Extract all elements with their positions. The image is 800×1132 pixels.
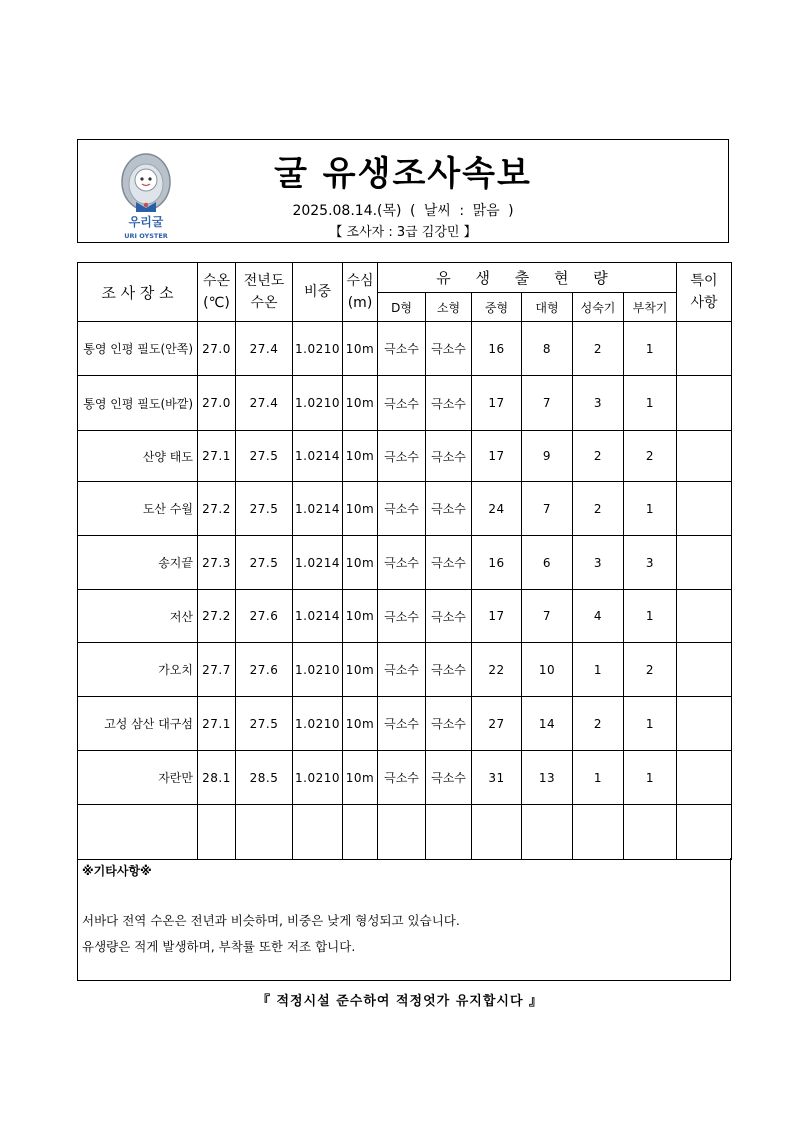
cell-prev-temp (236, 805, 293, 860)
cell-mature: 3 (573, 536, 624, 590)
cell-medium: 24 (472, 482, 522, 536)
cell-remarks (677, 482, 732, 536)
cell-small (426, 805, 472, 860)
header-mature: 성숙기 (573, 293, 624, 322)
cell-gravity: 1.0214 (293, 431, 343, 482)
cell-large: 7 (522, 482, 573, 536)
cell-attach: 1 (624, 697, 677, 751)
cell-medium: 17 (472, 376, 522, 431)
cell-large (522, 805, 573, 860)
cell-mature: 2 (573, 322, 624, 376)
cell-attach: 2 (624, 643, 677, 697)
notes-title: ※기타사항※ (82, 864, 152, 878)
cell-location: 송지끝 (78, 536, 198, 590)
cell-mature: 4 (573, 590, 624, 643)
cell-location: 통영 인평 필도(바깥) (78, 376, 198, 431)
cell-water-temp: 27.1 (198, 431, 236, 482)
cell-d-type (378, 805, 426, 860)
cell-attach: 1 (624, 482, 677, 536)
larvae-survey-table (77, 262, 732, 860)
cell-small: 극소수 (426, 431, 472, 482)
cell-small: 극소수 (426, 590, 472, 643)
weather-sep: : (459, 203, 465, 219)
cell-small: 극소수 (426, 643, 472, 697)
cell-medium (472, 805, 522, 860)
table-row (78, 322, 732, 376)
cell-water-temp: 27.2 (198, 482, 236, 536)
cell-large: 9 (522, 431, 573, 482)
cell-d-type: 극소수 (378, 431, 426, 482)
cell-depth: 10m (343, 751, 378, 805)
cell-remarks (677, 751, 732, 805)
cell-large: 10 (522, 643, 573, 697)
header-water-temp (198, 263, 236, 322)
cell-small: 극소수 (426, 697, 472, 751)
header-depth-unit: (m) (347, 295, 373, 311)
cell-location: 도산 수월 (78, 482, 198, 536)
header-large: 대형 (522, 293, 573, 322)
cell-water-temp: 27.1 (198, 697, 236, 751)
report-date: 2025.08.14.(목) (292, 203, 402, 219)
cell-location: 가오치 (78, 643, 198, 697)
header-water-temp-unit: (℃) (203, 295, 230, 311)
cell-prev-temp: 27.6 (236, 590, 293, 643)
weather-close: ) (508, 203, 514, 219)
cell-small: 극소수 (426, 376, 472, 431)
cell-d-type: 극소수 (378, 751, 426, 805)
cell-location: 통영 인평 필도(안쪽) (78, 322, 198, 376)
header-remarks-label-2: 사항 (690, 295, 718, 311)
cell-remarks (677, 431, 732, 482)
cell-d-type: 극소수 (378, 697, 426, 751)
cell-large: 14 (522, 697, 573, 751)
cell-remarks (677, 376, 732, 431)
surveyor: 【 조사자 : 3급 김강민 】 (329, 225, 477, 240)
header-gravity: 비중 (293, 263, 343, 322)
cell-large: 13 (522, 751, 573, 805)
cell-mature: 2 (573, 431, 624, 482)
cell-medium: 16 (472, 536, 522, 590)
header-d-type: D형 (378, 293, 426, 322)
cell-attach: 1 (624, 590, 677, 643)
cell-gravity: 1.0210 (293, 376, 343, 431)
cell-d-type: 극소수 (378, 322, 426, 376)
cell-depth: 10m (343, 376, 378, 431)
cell-small: 극소수 (426, 751, 472, 805)
cell-small: 극소수 (426, 482, 472, 536)
cell-gravity (293, 805, 343, 860)
cell-location: 저산 (78, 590, 198, 643)
cell-prev-temp: 28.5 (236, 751, 293, 805)
cell-location: 자란만 (78, 751, 198, 805)
cell-gravity: 1.0214 (293, 536, 343, 590)
cell-large: 7 (522, 590, 573, 643)
cell-gravity: 1.0214 (293, 482, 343, 536)
header-prev-temp-label-1: 전년도 (243, 273, 285, 289)
cell-medium: 31 (472, 751, 522, 805)
cell-depth: 10m (343, 536, 378, 590)
cell-attach: 1 (624, 322, 677, 376)
cell-medium: 22 (472, 643, 522, 697)
header-medium: 중형 (472, 293, 522, 322)
cell-gravity: 1.0214 (293, 590, 343, 643)
cell-mature: 2 (573, 697, 624, 751)
cell-d-type: 극소수 (378, 643, 426, 697)
cell-depth: 10m (343, 590, 378, 643)
cell-attach: 1 (624, 751, 677, 805)
cell-location (78, 805, 198, 860)
cell-remarks (677, 322, 732, 376)
cell-water-temp: 27.7 (198, 643, 236, 697)
cell-attach: 3 (624, 536, 677, 590)
table-row (78, 482, 732, 536)
footer-slogan: 『 적정시설 준수하여 적정엇가 유지합시다 』 (256, 994, 544, 1009)
header-depth (343, 263, 378, 322)
cell-water-temp: 27.0 (198, 322, 236, 376)
cell-remarks (677, 643, 732, 697)
header-remarks-label-1: 특이 (690, 273, 718, 289)
cell-gravity: 1.0210 (293, 751, 343, 805)
cell-d-type: 극소수 (378, 376, 426, 431)
cell-depth: 10m (343, 482, 378, 536)
header-location: 조 사 장 소 (78, 263, 198, 322)
weather-label: 날씨 (423, 203, 451, 219)
header-water-temp-label: 수온 (202, 273, 231, 289)
cell-medium: 17 (472, 431, 522, 482)
cell-mature: 1 (573, 643, 624, 697)
cell-prev-temp: 27.5 (236, 431, 293, 482)
cell-large: 7 (522, 376, 573, 431)
weather-value: 맑음 (472, 203, 500, 219)
cell-location: 고성 삼산 대구섬 (78, 697, 198, 751)
notes-line-2: 유생량은 적게 발생하며, 부착률 또한 저조 합니다. (82, 939, 356, 954)
header-small: 소형 (426, 293, 472, 322)
header-prev-temp-label-2: 수온 (250, 295, 278, 311)
notes-section (77, 858, 731, 981)
cell-prev-temp: 27.5 (236, 536, 293, 590)
cell-depth (343, 805, 378, 860)
header-remarks (677, 263, 732, 322)
logo-subtext: URI OYSTER (124, 232, 168, 240)
header-depth-label: 수심 (346, 273, 374, 289)
header-attach: 부착기 (624, 293, 677, 322)
cell-depth: 10m (343, 322, 378, 376)
cell-d-type: 극소수 (378, 590, 426, 643)
cell-gravity: 1.0210 (293, 697, 343, 751)
table-row (78, 590, 732, 643)
logo-text: 우리굴 (128, 215, 164, 229)
cell-medium: 16 (472, 322, 522, 376)
cell-d-type: 극소수 (378, 536, 426, 590)
date-weather-line (78, 200, 728, 220)
header-prev-temp (236, 263, 293, 322)
cell-depth: 10m (343, 643, 378, 697)
table-row (78, 376, 732, 431)
cell-large: 8 (522, 322, 573, 376)
cell-attach: 1 (624, 376, 677, 431)
cell-remarks (677, 805, 732, 860)
cell-gravity: 1.0210 (293, 643, 343, 697)
cell-mature: 3 (573, 376, 624, 431)
report-header (77, 139, 729, 243)
cell-remarks (677, 590, 732, 643)
cell-prev-temp: 27.4 (236, 322, 293, 376)
cell-medium: 17 (472, 590, 522, 643)
cell-mature: 2 (573, 482, 624, 536)
cell-remarks (677, 536, 732, 590)
cell-small: 극소수 (426, 322, 472, 376)
cell-prev-temp: 27.5 (236, 697, 293, 751)
cell-attach (624, 805, 677, 860)
cell-water-temp: 27.0 (198, 376, 236, 431)
cell-depth: 10m (343, 431, 378, 482)
cell-water-temp: 27.2 (198, 590, 236, 643)
cell-prev-temp: 27.4 (236, 376, 293, 431)
cell-location: 산양 태도 (78, 431, 198, 482)
notes-line-1: 서바다 전역 수온은 전년과 비슷하며, 비중은 낮게 형성되고 있습니다. (82, 913, 460, 928)
cell-small: 극소수 (426, 536, 472, 590)
cell-water-temp (198, 805, 236, 860)
cell-depth: 10m (343, 697, 378, 751)
cell-attach: 2 (624, 431, 677, 482)
cell-gravity: 1.0210 (293, 322, 343, 376)
cell-remarks (677, 697, 732, 751)
cell-medium: 27 (472, 697, 522, 751)
cell-d-type: 극소수 (378, 482, 426, 536)
cell-mature (573, 805, 624, 860)
cell-water-temp: 28.1 (198, 751, 236, 805)
table-row (78, 697, 732, 751)
cell-mature: 1 (573, 751, 624, 805)
cell-water-temp: 27.3 (198, 536, 236, 590)
page-title: 굴 유생조사속보 (274, 154, 532, 194)
header-larvae-group: 유 생 출 현 량 (378, 263, 677, 293)
table-row (78, 643, 732, 697)
cell-prev-temp: 27.6 (236, 643, 293, 697)
cell-prev-temp: 27.5 (236, 482, 293, 536)
table-row (78, 431, 732, 482)
table-row (78, 805, 732, 860)
table-row (78, 536, 732, 590)
cell-large: 6 (522, 536, 573, 590)
table-row (78, 751, 732, 805)
weather-open: ( (409, 203, 416, 219)
